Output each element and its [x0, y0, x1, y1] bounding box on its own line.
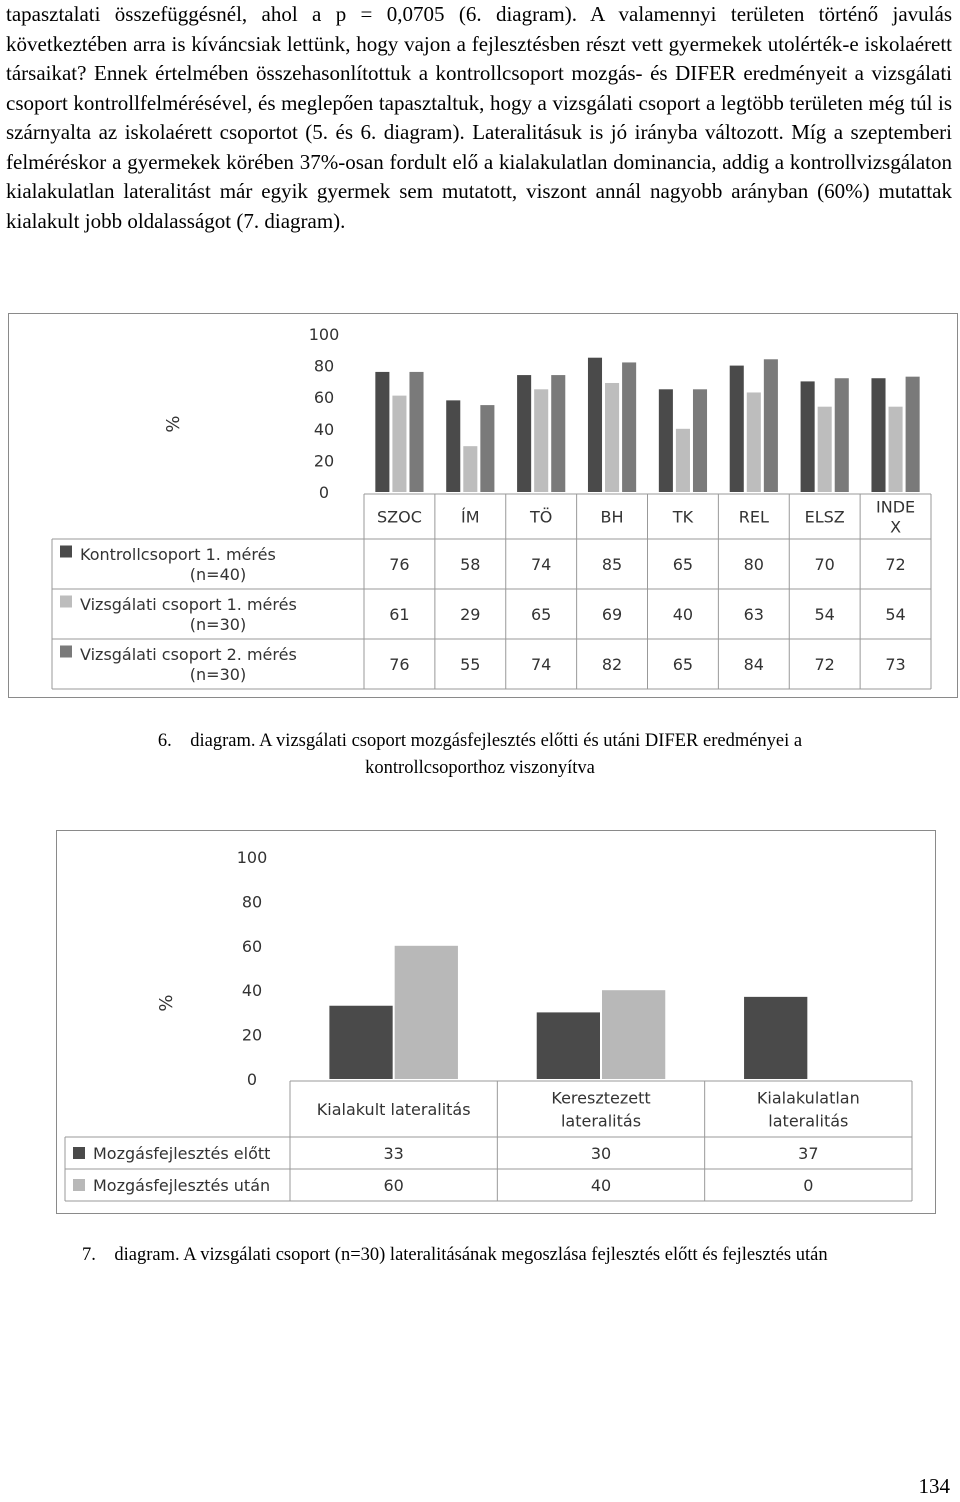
diagram-7-ytick-label: 80	[241, 892, 263, 912]
diagram-6-bar-s1-6	[730, 366, 744, 492]
diagram-6-data-label-s2-4: 69	[601, 605, 623, 624]
diagram-6-legend-label-s2: (n=30)	[189, 615, 247, 634]
diagram-7-bar-s2-2	[602, 990, 665, 1079]
diagram-7-bar-s1-3	[744, 997, 807, 1079]
diagram-6-category-label: REL	[738, 507, 769, 527]
diagram-6-data-label-s3-5: 65	[672, 655, 694, 674]
diagram-6-ytick-label: 80	[313, 356, 335, 376]
diagram-7-data-label-s1-3: 37	[798, 1144, 819, 1163]
diagram-6-data-label-s1-5: 65	[672, 555, 694, 574]
diagram-6-bar-s1-5	[659, 389, 673, 492]
diagram-6-legend-key-s2	[60, 596, 72, 608]
diagram-7-data-label-s1-1: 33	[383, 1144, 404, 1163]
diagram-6-data-label-s3-2: 55	[460, 655, 481, 674]
diagram-6-data-label-s1-1: 76	[389, 555, 410, 574]
diagram-6-data-label-s1-6: 80	[743, 555, 764, 574]
diagram-6-data-label-s2-5: 40	[672, 605, 694, 624]
diagram-6-data-label-s1-2: 58	[460, 555, 481, 574]
diagram-6-category-label: TÖ	[530, 507, 553, 527]
diagram-6-bar-s1-3	[517, 375, 531, 492]
diagram-7-legend-key-s1	[73, 1147, 85, 1159]
diagram-7-caption-text: A vizsgálati csoport (n=30) lateralitásának megoszlása fejlesztés előtt és fejlesztés után	[183, 1245, 828, 1265]
diagram-7-category-label: Kialakulatlan	[756, 1088, 860, 1108]
diagram-6-legend-label-s1: (n=40)	[189, 565, 247, 584]
diagram-6-data-label-s2-8: 54	[885, 605, 906, 624]
diagram-6-data-label-s2-6: 63	[743, 605, 764, 624]
diagram-6-category-label: SZOC	[376, 507, 422, 527]
diagram-6-bar-s3-4	[622, 362, 636, 492]
diagram-6-bar-s2-4	[605, 383, 619, 492]
diagram-6-bar-s2-8	[889, 407, 903, 492]
diagram-7-bar-s1-2	[537, 1012, 600, 1079]
diagram-6-bar-s3-2	[480, 405, 494, 492]
diagram-6-data-label-s1-4: 85	[601, 555, 623, 574]
diagram-6-ytick-label: 40	[313, 419, 335, 439]
diagram-6-bar-s1-2	[446, 400, 460, 492]
diagram-6-data-label-s2-7: 54	[814, 605, 835, 624]
diagram-6-legend-key-s1	[60, 546, 72, 558]
diagram-7-category-label: Kialakult lateralitás	[316, 1100, 471, 1119]
diagram-6-bar-s1-4	[588, 358, 602, 492]
diagram-6-legend-label-s3: (n=30)	[189, 665, 247, 684]
diagram-6-data-label-s2-2: 29	[460, 605, 481, 624]
diagram-6-legend-label-s2: Vizsgálati csoport 1. mérés	[80, 595, 297, 614]
diagram-6-bar-s2-5	[676, 429, 690, 492]
diagram-6-legend-key-s3	[60, 646, 72, 658]
diagram-6-caption-number: 6.	[157, 731, 172, 751]
diagram-6-data-label-s3-4: 82	[601, 655, 623, 674]
diagram-7-legend-key-s2	[73, 1179, 85, 1191]
diagram-6-caption-line-1	[40, 728, 920, 755]
diagram-6-data-label-s3-3: 74	[531, 655, 552, 674]
diagram-6-ytick-label: 60	[313, 388, 335, 408]
diagram-7-data-label-s2-2: 40	[590, 1176, 612, 1195]
diagram-7-caption-word: diagram.	[114, 1245, 180, 1265]
diagram-7-ytick-label: 40	[241, 981, 263, 1001]
diagram-6-bar-s3-5	[693, 389, 707, 492]
diagram-6-bar-s3-8	[906, 377, 920, 492]
diagram-7-category-label: Keresztezett	[551, 1088, 651, 1108]
diagram-6-bar-s2-3	[534, 389, 548, 492]
body-paragraph: tapasztalati összefüggésnél, ahol a p = 0,0705 (6. diagram). A valamennyi területen történő javulás következtében arra is kíváncsiak lettünk, hogy vajon a fejlesztésben részt vett gyermekek utolérték-e iskolaérett társaikat? Ennek értelmében összehasonlítottuk a kontrollcsoport mozgás- és DIFER eredményeit a vizsgálati csoport kontrollfelmérésével, és meglepően tapasztaltuk, hogy a vizsgálati csoport a legtöbb területen még túl is szárnyalta az iskolaérett csoportot (5. és 6. diagram). Lateralitásuk is jó irányba változott. Míg a szeptemberi felméréskor a gyermekek körében 37%-osan fordult elő a kialakulatlan dominancia, addig a kontrollvizsgálaton kialakulatlan lateralitást már egyik gyermek sem mutatott, viszont annál nagyobb arányban (60%) mutattak kialakult jobb oldalasságot (7. diagram).	[6, 2, 952, 233]
diagram-6-category-label: ÍM	[461, 507, 480, 527]
diagram-6-data-label-s2-3: 65	[531, 605, 552, 624]
diagram-7-ytick-label: 0	[246, 1070, 258, 1089]
diagram-6-data-label-s2-1: 61	[389, 605, 410, 624]
diagram-6-frame	[8, 313, 958, 698]
diagram-6-bar-s3-6	[764, 359, 778, 492]
diagram-6-caption-text: A vizsgálati csoport mozgásfejlesztés előtti és utáni DIFER eredményei a	[259, 731, 803, 751]
diagram-6-bar-s2-2	[463, 446, 477, 492]
diagram-6-ytick-label: 20	[313, 451, 335, 471]
diagram-6-bar-s1-1	[375, 372, 389, 492]
diagram-7-category-label: lateralitás	[560, 1111, 642, 1131]
diagram-6-bar-s2-1	[392, 396, 406, 492]
diagram-6-bar-s2-6	[747, 392, 761, 492]
diagram-6-caption	[40, 728, 920, 782]
diagram-6-chart	[9, 314, 957, 697]
diagram-6-bar-s3-7	[835, 378, 849, 492]
diagram-6-data-label-s1-3: 74	[531, 555, 552, 574]
diagram-6-bar-s2-7	[818, 407, 832, 492]
diagram-7-frame	[56, 830, 936, 1214]
diagram-6-caption-line-2: kontrollcsoporthoz viszonyítva	[365, 758, 595, 778]
diagram-7-ytick-label: 60	[241, 936, 263, 956]
diagram-6-bar-s3-1	[409, 372, 423, 492]
diagram-6-category-label: ELSZ	[804, 507, 845, 527]
diagram-7-bar-s2-1	[395, 946, 458, 1079]
diagram-6-caption-word: diagram.	[190, 731, 256, 751]
diagram-6-data-label-s3-6: 84	[743, 655, 764, 674]
diagram-6-category-label: BH	[600, 507, 624, 527]
page-number: 134	[918, 1474, 950, 1498]
diagram-6-ytick-label: 0	[318, 483, 330, 502]
diagram-6-data-label-s1-8: 72	[885, 555, 906, 574]
diagram-7-legend-label-s2: Mozgásfejlesztés után	[93, 1176, 271, 1195]
diagram-6-legend-label-s3: Vizsgálati csoport 2. mérés	[80, 645, 297, 664]
diagram-6-ylabel: %	[163, 415, 184, 433]
diagram-7-ytick-label: 100	[236, 848, 268, 867]
diagram-6-data-label-s3-8: 73	[885, 655, 906, 674]
diagram-7-legend-label-s1: Mozgásfejlesztés előtt	[93, 1144, 271, 1163]
diagram-7-chart	[57, 831, 935, 1213]
diagram-7-caption-number: 7.	[82, 1245, 96, 1265]
diagram-6-legend-label-s1: Kontrollcsoport 1. mérés	[80, 545, 276, 564]
diagram-6-bar-s1-7	[801, 381, 815, 492]
diagram-7-ytick-label: 20	[241, 1025, 263, 1045]
diagram-6-ytick-label: 100	[308, 325, 340, 344]
diagram-7-caption	[82, 1242, 942, 1269]
diagram-6-data-label-s3-1: 76	[389, 655, 410, 674]
diagram-6-data-label-s3-7: 72	[814, 655, 835, 674]
diagram-6-category-label: INDE	[876, 497, 916, 517]
diagram-7-data-label-s2-1: 60	[383, 1176, 404, 1195]
diagram-7-ylabel: %	[156, 994, 177, 1012]
diagram-7-bar-s1-1	[329, 1006, 392, 1079]
diagram-6-data-label-s1-7: 70	[814, 555, 835, 574]
diagram-7-data-label-s1-2: 30	[590, 1144, 612, 1163]
diagram-6-category-label: X	[890, 517, 902, 537]
diagram-6-category-label: TK	[672, 507, 694, 527]
diagram-6-bar-s1-8	[871, 378, 885, 492]
diagram-6-bar-s3-3	[551, 375, 565, 492]
diagram-7-category-label: lateralitás	[768, 1111, 849, 1131]
diagram-7-data-label-s2-3: 0	[803, 1176, 814, 1195]
